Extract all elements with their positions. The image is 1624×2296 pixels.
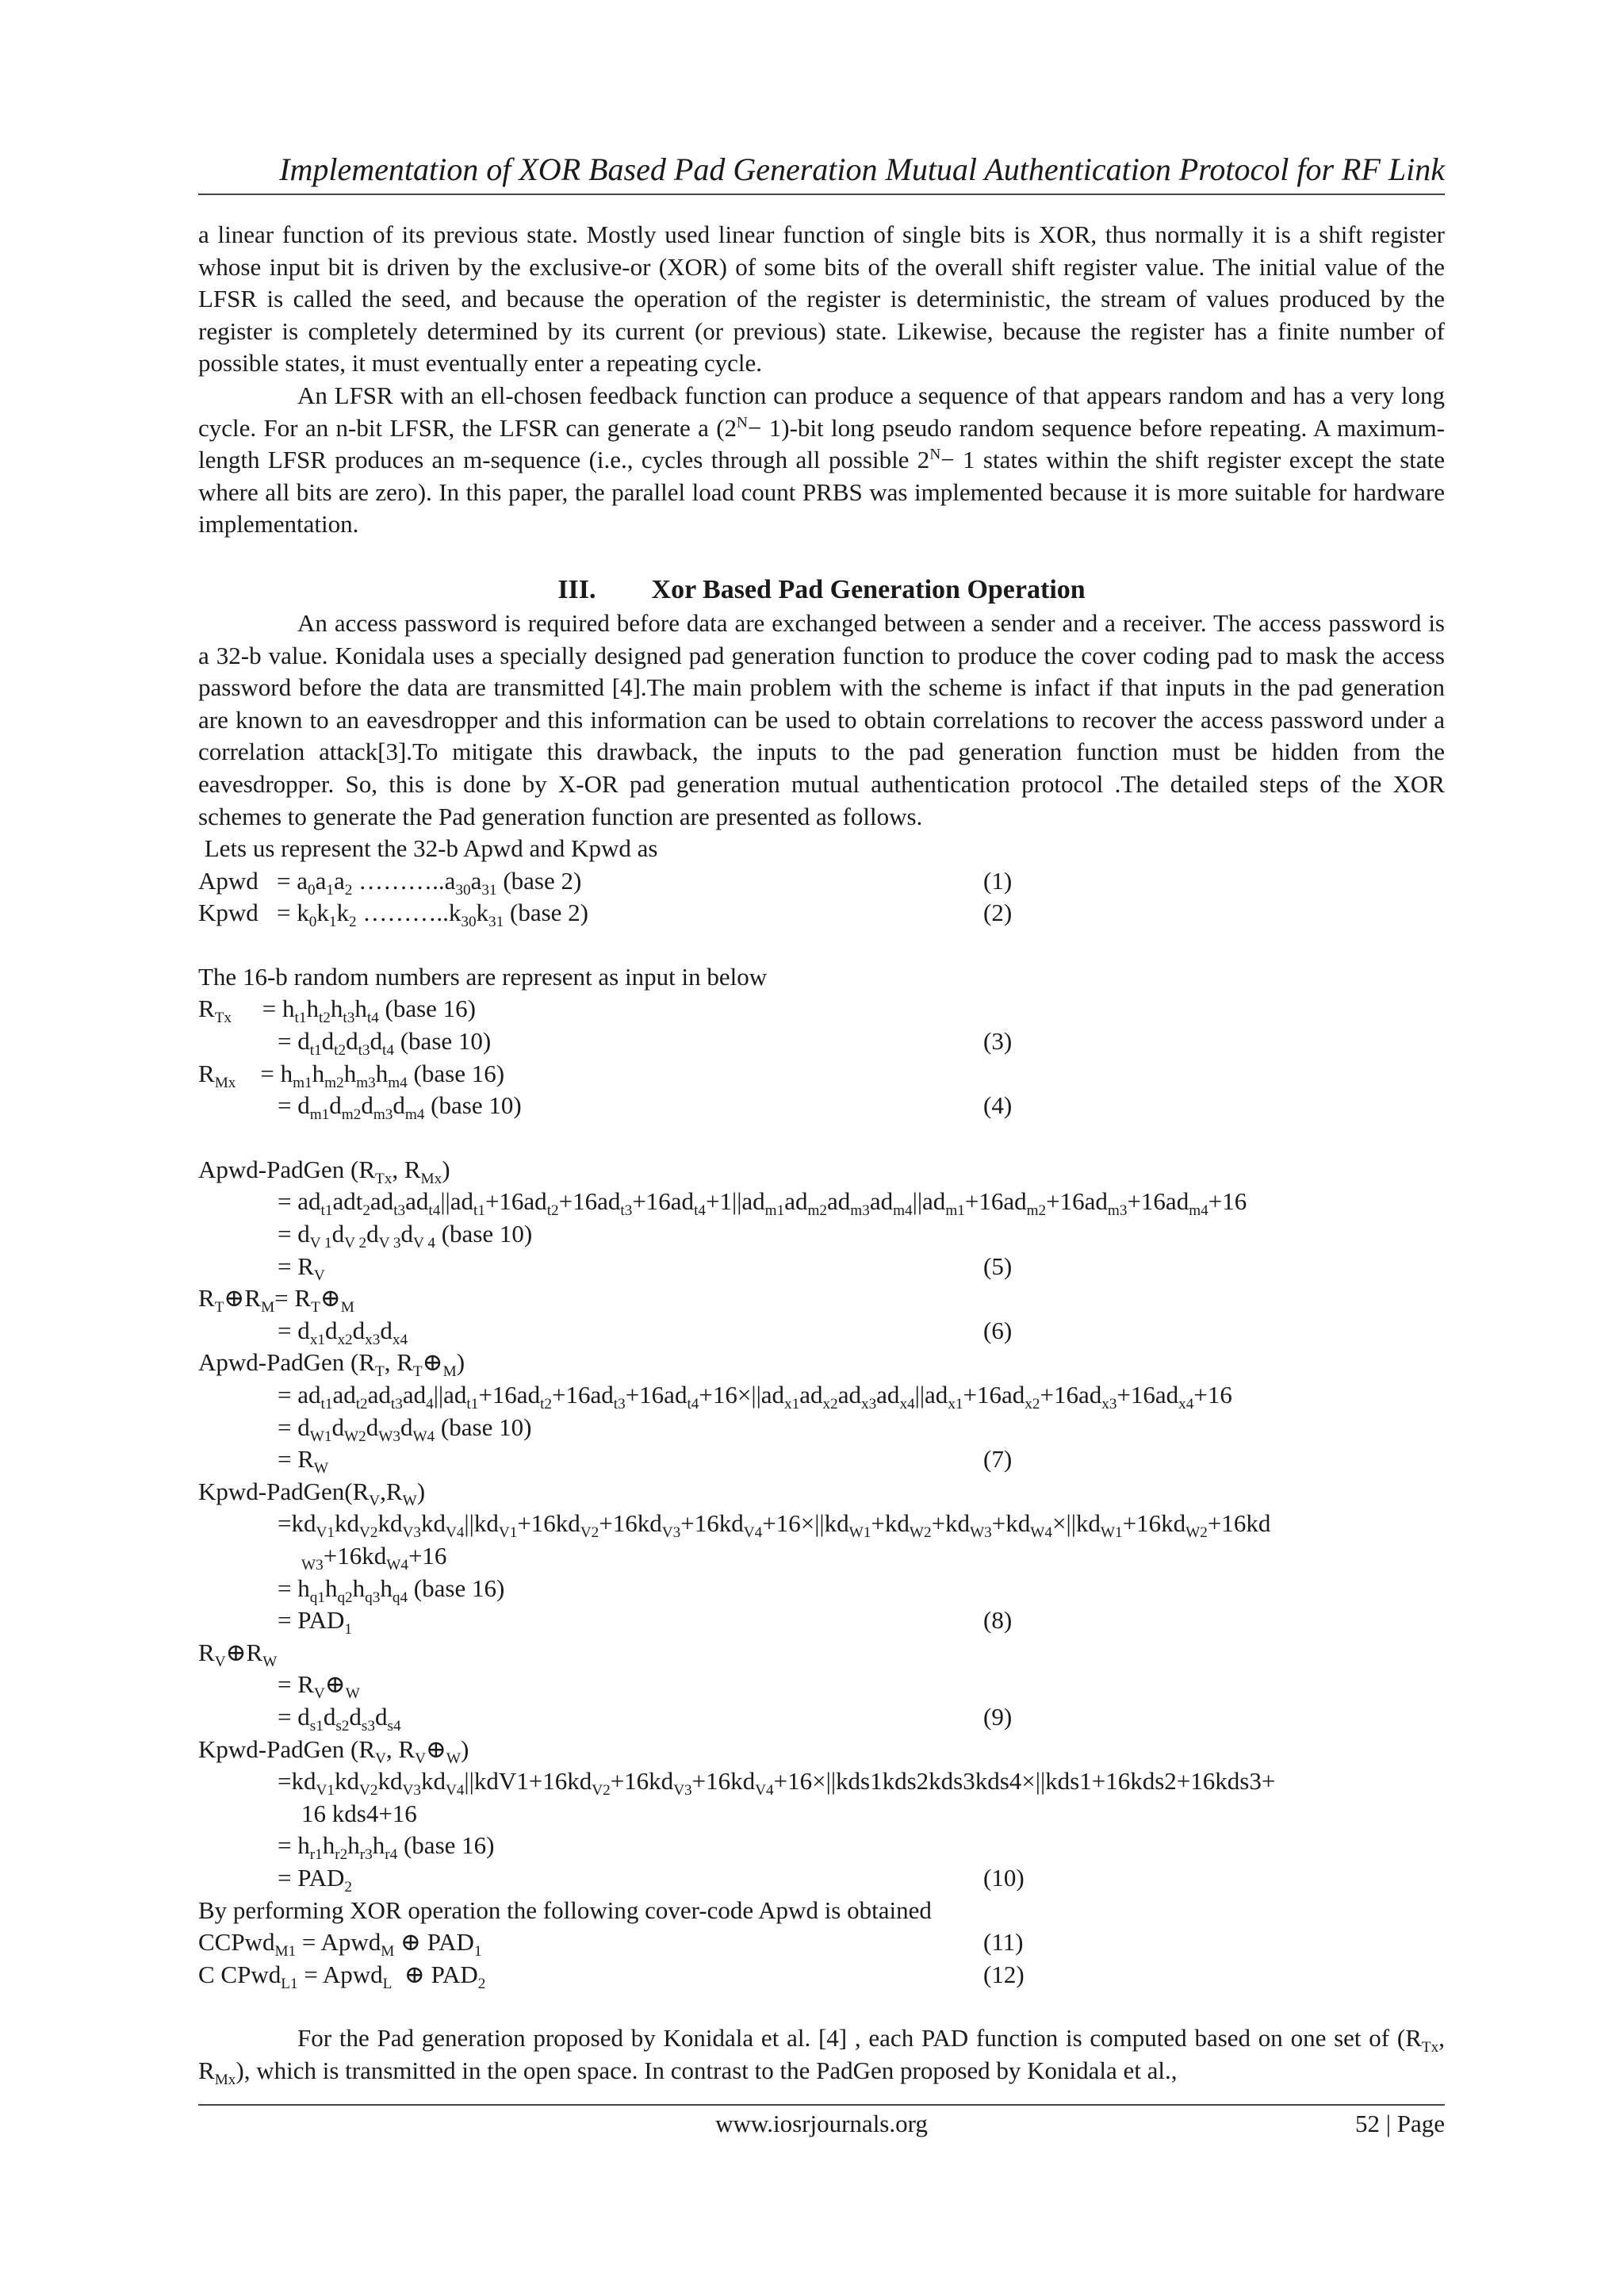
equation-2: Kpwd = $k_0k_1k_2$ $\dots\dots\dots..k_{30}k_{31}$ (base 2) (2) — [198, 899, 1013, 931]
equation-number: (4) — [983, 1091, 1013, 1120]
kpwd-padgen-expansion: $=kd_{V1}kd_{V2}kd_{V3}kd_{V4}||kd_{V1}+16kd_{V2}+16kd_{V3}+16kd_{V4}+16\times||kd_{W1}+kd_{W2}+kd_{W3}+kd_{W4}\times||kd_{W1}+16kd_{W2}+16kd$ — [278, 1509, 1271, 1542]
equation-11: CCPwd$_{M1}$ = Apwd$_M$ ⊕ $PAD_1$ (11) — [198, 1928, 1024, 1961]
section-title: Xor Based Pad Generation Operation — [651, 574, 1086, 604]
paragraph-lfsr-cycle: An LFSR with an ell-chosen feedback function can produce a sequence of that appears random and has a very long cycle. For an n-bit LFSR, the LFSR can generate a $(2^N- 1)-bit$ long pseudo random sequence before repeating. A maximum-length LFSR produces an m-sequence (i.e., cycles through all possible $2^N- 1$ states within the shift register except the state where all bits are zero). In this paper, the parallel load count PRBS was implemented because it is more suitable for hardware implementation. — [198, 381, 1446, 539]
xor-rv-rw: $R_V\oplus R_W$ — [198, 1638, 278, 1670]
equation-rtx: $R_{Tx}$ = $h_{t1}h_{t2}h_{t3}h_{t4}$ (base 16) — [198, 995, 476, 1027]
paragraph-konidala-comparison: For the Pad generation proposed by Konidala et al. [4] , each PAD function is computed based on one set of ($R_{Tx}$, $R_{Mx}$), which is transmitted in the open space. In contrast to the PadGen proposed by Konidala et al., — [198, 2024, 1445, 2089]
section-number: III. — [557, 574, 596, 604]
xor-intro-line: By performing XOR operation the following cover-code Apwd is obtained — [198, 1895, 932, 1924]
equation-1: Apwd = $a_0a_1a_2$ $\dots\dots\dots..a_{30}a_{31}$ (base 2) (1) — [198, 866, 1013, 899]
equation-rmx: $R_{Mx}$ = $h_{m1}h_{m2}h_{m3}h_{m4}$ (base 16) — [198, 1059, 505, 1091]
kpwd-padgen-heading: Kpwd-$PadGen(R_V,R_W)$ — [198, 1477, 426, 1509]
apwd-padgen-xor-heading: Apwd-PadGen ($R_T$, $R_T\oplus_M$) — [198, 1348, 465, 1381]
equation-number: (8) — [983, 1606, 1013, 1635]
xor-rv-rw-result: = $R_V\oplus_W$ — [278, 1670, 360, 1703]
equation-number: (9) — [983, 1702, 1013, 1731]
apwd-padgen-heading: Apwd-PadGen ($R_{Tx}$, $R_{Mx}$) — [198, 1155, 450, 1188]
equation-7: = $R_W$ (7) — [278, 1445, 1013, 1478]
equation-5: = $R_V$ (5) — [278, 1251, 1013, 1284]
apwd-padgen-xor-expansion: = $ad_{t1}ad_{t2}ad_{t3}ad_4||ad_{t1}+16ad_{t2}+16ad_{t3}+16ad_{t4}+16\times||ad_{x1}ad_{x2}ad_{x3}ad_{x4}||ad_{x1}+16ad_{x2}+16ad_{x3}+16ad_{x4}+16$ — [278, 1381, 1232, 1413]
equation-number: (7) — [983, 1445, 1013, 1474]
apwd-padgen-expansion: = $ad_{t1}adt_2ad_{t3}ad_{t4}||ad_{t1}+16ad_{t2}+16ad_{t3}+16ad_{t4}+1||ad_{m1}ad_{m2}ad_{m3}ad_{m4}||ad_{m1}+16ad_{m2}+16ad_{m3}+16ad_{m4}+16$ — [278, 1187, 1247, 1220]
random-intro-line: The 16-b random numbers are represent as input in below — [198, 962, 768, 991]
section-heading — [198, 573, 1445, 608]
footer-journal-link[interactable]: www.iosrjournals.org — [715, 2110, 928, 2137]
equation-number: (6) — [983, 1316, 1013, 1344]
equation-block — [198, 833, 1445, 2022]
paragraph-access-password: An access password is required before data are exchanged between a sender and a receiver. The access password is a 32-b value. Konidala uses a specially designed pad generation function to produce the cover coding pad to mask the access password before the data are transmitted [4].The main problem with the scheme is infact if that inputs in the pad generation are known to an eavesdropper and this information can be used to obtain correlations to recover the access password under a correlation attack[3].To mitigate this drawback, the inputs to the pad generation function must be hidden from the eavesdropper. So, this is done by X-OR pad generation mutual authentication protocol .The detailed steps of the XOR schemes to generate the Pad generation function are presented as follows. — [198, 608, 1445, 830]
kpwd-padgen-expansion-cont: $_{W3}+16kd_{W4}+16$ — [301, 1541, 447, 1574]
equation-6: = $d_{x1}d_{x2}d_{x3}d_{x4}$ (6) — [278, 1316, 1013, 1348]
kpwd-padgen-xor-heading: Kpwd-PadGen ($R_V$, $R_V\oplus_W$) — [198, 1734, 469, 1767]
equation-9: = $d_{s1}d_{s2}d_{s3}d_{s4}$ (9) — [278, 1702, 1013, 1735]
equation-number: (5) — [983, 1251, 1013, 1280]
equation-8: = $PAD_1$ (8) — [278, 1606, 1013, 1639]
equation-12: C CPwd$_{L1}$ = Apwd$_L$ ⊕ $PAD_2$ (12) — [198, 1960, 1025, 1992]
article-body — [198, 219, 1445, 2087]
equation-number: (1) — [983, 866, 1013, 895]
equation-3: = $d_{t1}d_{t2}d_{t3}d_{t4}$ (base 10) (3) — [278, 1027, 1013, 1060]
equation-number: (3) — [983, 1027, 1013, 1056]
equation-10: = $PAD_2$ (10) — [278, 1863, 1025, 1896]
lets-us-line: Lets us represent the 32-b Apwd and Kpwd as — [204, 834, 658, 863]
footer-divider — [198, 2104, 1445, 2106]
equation-number: (12) — [983, 1960, 1025, 1988]
apwd-padgen-xor-decimal: = $d_{W1}d_{W2}d_{W3}d_{W4}$ (base 10) — [278, 1412, 532, 1445]
xor-rt-rm: $R_T\oplus R_M=$ $R_T\oplus_M$ — [198, 1284, 354, 1317]
running-header-title: Implementation of XOR Based Pad Generation Mutual Authentication Protocol for RF Link — [279, 151, 1445, 187]
kpwd-padgen-hex: = $h_{q1}h_{q2}h_{q3}h_{q4}$ (base 16) — [278, 1573, 505, 1606]
equation-number: (11) — [983, 1928, 1024, 1957]
header-divider — [198, 194, 1445, 195]
equation-number: (2) — [983, 899, 1013, 927]
footer-page-number: 52 | Page — [1355, 2110, 1445, 2137]
kpwd-padgen-xor-expansion-cont: 16 kds4+16 — [301, 1799, 417, 1827]
equation-number: (10) — [983, 1863, 1025, 1892]
kpwd-padgen-xor-hex: = $h_{r1}h_{r2}h_{r3}h_{r4}$ (base 16) — [278, 1831, 495, 1864]
paragraph-lfsr-intro: a linear function of its previous state. Mostly used linear function of single bits is XOR, thus normally it is a shift register whose input bit is driven by the exclusive-or (XOR) of some bits of the overall shift register value. The initial value of the LFSR is called the seed, and because the operation of the register is deterministic, the stream of values produced by the register is completely determined by its current (or previous) state. Likewise, because the register has a finite number of possible states, it must eventually enter a repeating cycle. — [198, 220, 1445, 378]
equation-4: = $d_{m1}d_{m2}d_{m3}d_{m4}$ (base 10) (4) — [278, 1091, 1013, 1124]
kpwd-padgen-xor-expansion: $=kd_{V1}kd_{V2}kd_{V3}kd_{V4}||kdV1+16kd_{V2}+16kd_{V3}+16kd_{V4}+16\times||kds1kds2kds3kds4\times||kds1+16kds2+16kds3+$ — [278, 1767, 1276, 1800]
apwd-padgen-decimal: = $d_{V 1}d_{V 2}d_{V 3}d_{V 4}$ (base 10) — [278, 1220, 533, 1252]
